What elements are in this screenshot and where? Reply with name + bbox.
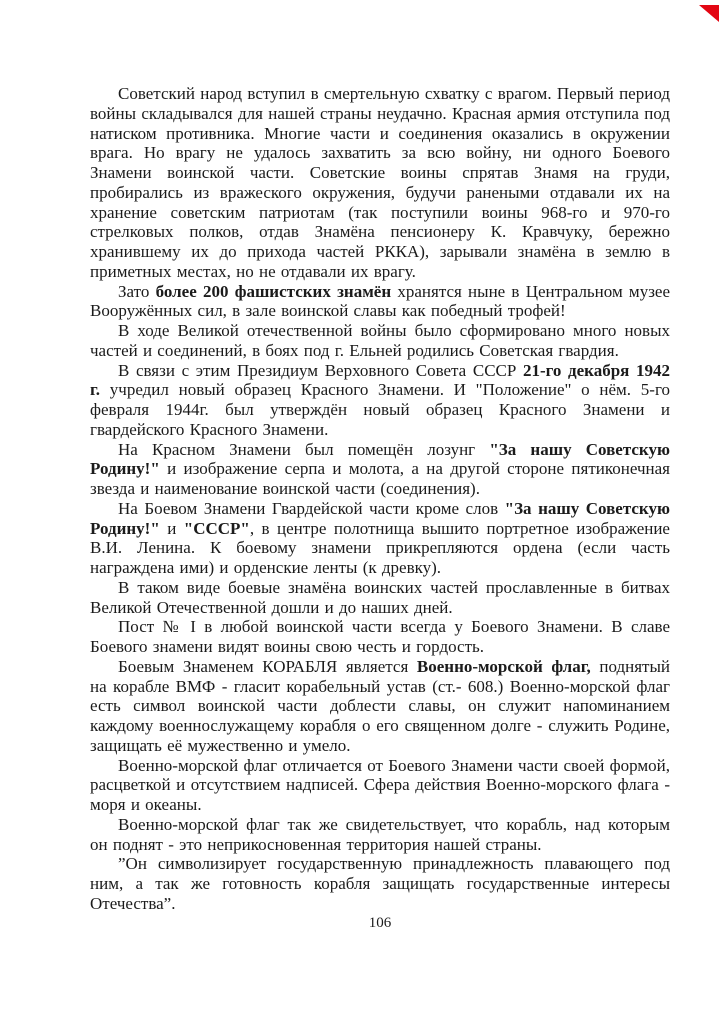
text-run: , в центре полотнища вышито портретное изображение В.И. Ленина. К боевому знамени прикрепляются ордена (если часть награждена ими) и орденские ленты (к древку). bbox=[90, 518, 670, 577]
text-run: хранятся ныне в Центральном музее Вооружённых сил, в зале воинской славы как победный трофей! bbox=[90, 281, 670, 321]
paragraph bbox=[90, 321, 670, 361]
text-run: В ходе Великой отечественной войны было сформировано много новых частей и соединений, в боях под г. Ельней родились Советская гвардия. bbox=[90, 321, 670, 360]
paragraph bbox=[90, 854, 670, 913]
text-run: поднятый на корабле ВМФ - гласит корабельный устав (ст.- 608.) Военно-морской флаг есть символ воинской части доблести славы, он служит напоминанием каждому военнослужащему корабля о его священном долге - служить Родине, защищать её мужественно и умело. bbox=[90, 656, 670, 755]
paragraph bbox=[90, 84, 670, 282]
paragraph bbox=[90, 499, 670, 578]
bold-text-run: Военно-морской флаг, bbox=[416, 656, 591, 676]
document-text-block bbox=[90, 84, 670, 914]
text-run: Советский народ вступил в смертельную схватку с врагом. Первый период войны складывался для нашей страны неудачно. Красная армия отступила под натиском противника. Многие части и соединения оказались в окружении врага. Но врагу не удалось захватить за всю войну, ни одного Боевого Знамени воинской части. Советские воины спрятав Знамя на груди, пробирались из вражеского окружения, будучи ранеными отдавали их на хранение советским патриотам (так поступили воины 968-го и 970-го стрелковых полков, отдав Знамёна пенсионеру К. Кравчуку, бережно хранившему их до прихода частей РККА), зарывали знамёна в землю в приметных местах, но не отдавали их врагу. bbox=[90, 84, 670, 281]
page-number: 106 bbox=[368, 915, 392, 931]
paragraph bbox=[90, 756, 670, 815]
text-run: В таком виде боевые знамёна воинских частей прославленные в битвах Великой Отечественной дошли и до наших дней. bbox=[90, 577, 670, 617]
text-run: Военно-морской флаг так же свидетельствует, что корабль, над которым он поднят - это неприкосновенная территория нашей страны. bbox=[90, 814, 670, 854]
text-run: и bbox=[159, 518, 184, 538]
paragraph bbox=[90, 361, 670, 440]
bold-text-run: более 200 фашистских знамён bbox=[155, 281, 392, 301]
text-run: Боевым Знаменем КОРАБЛЯ является bbox=[118, 656, 417, 676]
paragraph bbox=[90, 815, 670, 855]
text-run: Зато bbox=[118, 281, 156, 301]
paragraph bbox=[90, 617, 670, 657]
text-run: На Боевом Знамени Гвардейской части кроме слов bbox=[118, 498, 505, 518]
text-run: В связи с этим Президиум Верховного Совета СССР bbox=[118, 360, 523, 380]
paragraph bbox=[90, 282, 670, 322]
text-run: учредил новый образец Красного Знамени. И "Положение" о нём. 5-го февраля 1944г. был утверждён новый образец Красного Знамени и гвардейского Красного Знамени. bbox=[90, 380, 670, 439]
text-run: На Красном Знамени был помещён лозунг bbox=[118, 439, 490, 459]
text-run: ”Он символизирует государственную принадлежность плавающего под ним, а так же готовность корабля защищать государственные интересы Отечества”. bbox=[90, 854, 670, 913]
paragraph bbox=[90, 578, 670, 618]
bold-text-run: "СССР" bbox=[183, 518, 250, 538]
bold-text-run: "За нашу Советскую Родину!" bbox=[90, 498, 670, 538]
paragraph bbox=[90, 440, 670, 499]
bold-text-run: 21-го декабря 1942 г. bbox=[90, 360, 670, 400]
paragraph bbox=[90, 657, 670, 756]
text-run: Военно-морской флаг отличается от Боевого Знамени части своей формой, расцветкой и отсутствием надписей. Сфера действия Военно-морского флага - моря и океаны. bbox=[90, 755, 670, 814]
text-run: Пост № I в любой воинской части всегда у Боевого Знамени. В славе Боевого знамени видят воины свою честь и гордость. bbox=[90, 617, 670, 656]
red-corner-marker-icon bbox=[699, 5, 719, 22]
text-run: и изображение серпа и молота, а на другой стороне пятиконечная звезда и наименование воинской части (соединения). bbox=[90, 459, 670, 498]
bold-text-run: "За нашу Советскую Родину!" bbox=[90, 439, 670, 479]
